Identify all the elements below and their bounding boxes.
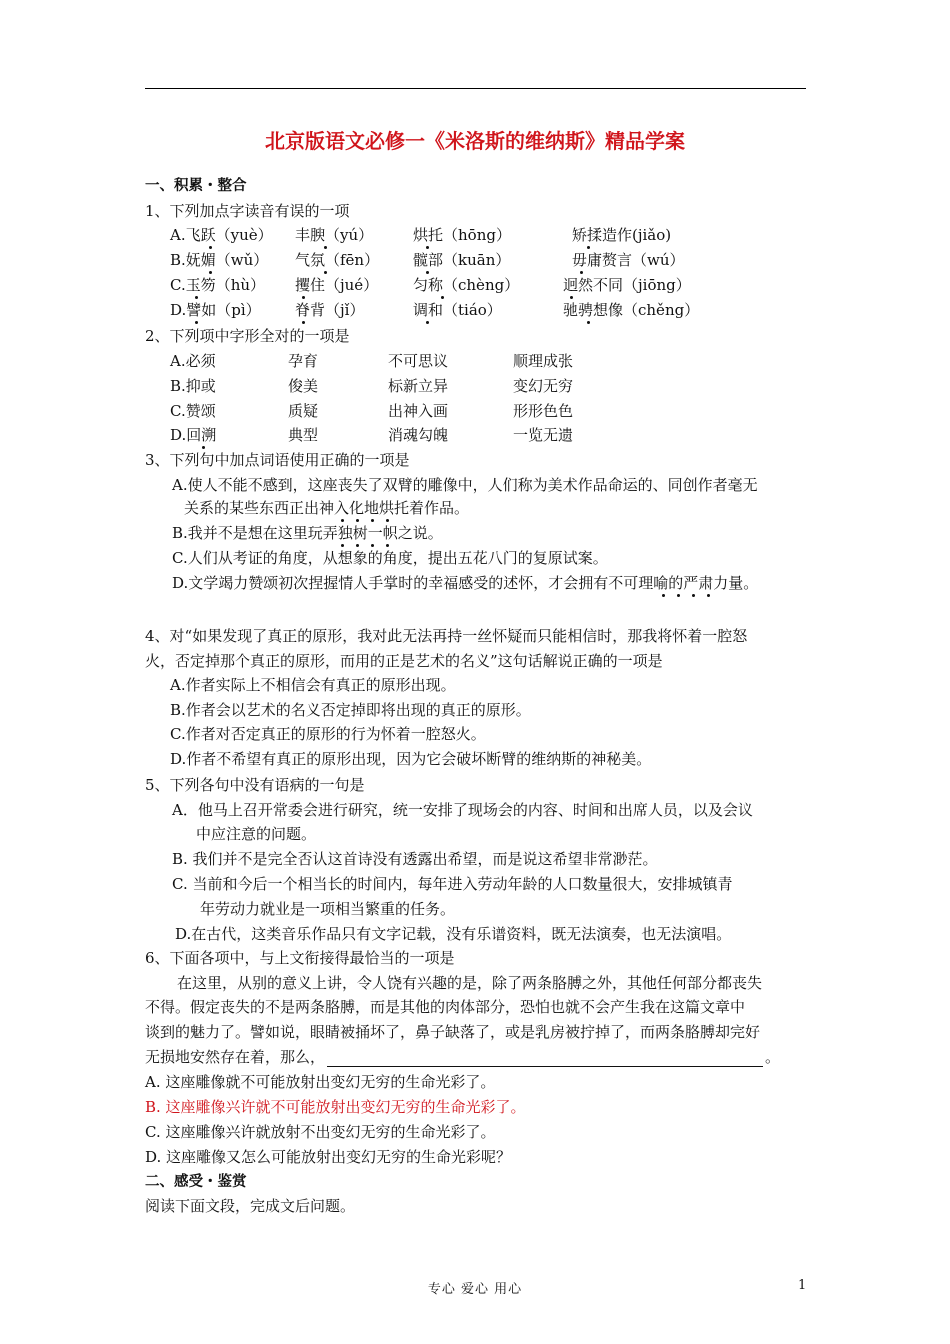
q5-option-d: D.在古代，这类音乐作品只有文字记载，没有乐谱资料，既无法演奏，也无法演唱。 [175, 925, 732, 943]
q1-option-d-2: 脊背（jǐ） [295, 301, 365, 319]
emphasis-dot [356, 519, 359, 522]
emphasis-dot [580, 271, 583, 274]
q1-option-b-3: 髋部（kuān） [413, 251, 511, 269]
q3-option-b: B.我并不是想在这里玩弄独树一帜之说。 [172, 524, 443, 542]
emphasis-dot [302, 321, 305, 324]
q1-option-d-4: 驰骋想像（chěng） [563, 301, 700, 319]
q1-option-c-3: 匀称（chèng） [413, 276, 520, 294]
q4-option-c: C.作者对否定真正的原形的行为怀着一腔怒火。 [170, 725, 486, 743]
top-rule [145, 88, 806, 89]
q2-option-b-2: 俊美 [288, 377, 319, 395]
q6-passage-text: 无损地安然存在着，那么， [145, 1048, 326, 1066]
emphasis-dot [386, 519, 389, 522]
q6-option-d: D. 这座雕像又怎么可能放射出变幻无穷的生命光彩呢？ [145, 1148, 512, 1166]
q2-option-a-3: 不可思议 [388, 352, 449, 370]
q5-option-c-line1: C. 当前和今后一个相当长的时间内，每年进入劳动年龄的人口数量很大，安排城镇青 [172, 875, 733, 893]
emphasis-dot [587, 246, 590, 249]
emphasis-dot [195, 296, 198, 299]
q6-option-a: A. 这座雕像就不可能放射出变幻无穷的生命光彩了。 [145, 1073, 496, 1091]
q2-option-c-3: 出神入画 [388, 402, 449, 420]
q2-option-b-1: B.抑或 [170, 377, 216, 395]
q3-option-d: D.文学竭力赞颂初次捏握情人手掌时的幸福感受的述怀，才会拥有不可理喻的严肃力量。 [172, 574, 759, 592]
emphasis-dot [324, 271, 327, 274]
q6-passage-line1: 在这里，从别的意义上讲，令人饶有兴趣的是，除了两条胳膊之外，其他任何部分都丧失 [177, 974, 763, 992]
q3-option-a-line2: 关系的某些东西正出神入化地烘托着作品。 [184, 499, 470, 517]
q5-option-a-line2: 中应注意的问题。 [196, 825, 317, 843]
q4-option-b: B.作者会以艺术的名义否定掉即将出现的真正的原形。 [170, 701, 531, 719]
emphasis-dot [302, 296, 305, 299]
q1-option-b-2: 气氛（fēn） [295, 251, 380, 269]
q1-option-a-4: 矫揉造作(jiǎo) [572, 226, 672, 244]
q6-option-c: C. 这座雕像兴许就放射不出变幻无穷的生命光彩了。 [145, 1123, 496, 1141]
emphasis-dot [324, 246, 327, 249]
q2-option-a-1: A.必须 [170, 352, 216, 370]
q4-option-d: D.作者不希望有真正的原形出现，因为它会破坏断臂的维纳斯的神秘美。 [170, 750, 652, 768]
q5-stem: 5、下列各句中没有语病的一句是 [145, 776, 365, 794]
emphasis-dot [692, 594, 695, 597]
q3-option-c: C.人们从考证的角度，从想象的角度，提出五花八门的复原试案。 [172, 549, 608, 567]
q2-option-b-3: 标新立异 [388, 377, 449, 395]
emphasis-dot [371, 519, 374, 522]
q5-option-c-line2: 年劳动力就业是一项相当繁重的任务。 [200, 900, 456, 918]
q1-option-d-3: 调和（tiáo） [413, 301, 502, 319]
emphasis-dot [341, 544, 344, 547]
emphasis-dot [662, 594, 665, 597]
q4-option-a: A.作者实际上不相信会有真正的原形出现。 [170, 676, 456, 694]
emphasis-dot [677, 594, 680, 597]
q6-passage-end: 。 [765, 1048, 781, 1066]
emphasis-dot [202, 446, 205, 449]
q2-option-c-2: 质疑 [288, 402, 319, 420]
emphasis-dot [195, 321, 198, 324]
q2-option-d-4: 一览无遗 [513, 426, 574, 444]
q1-option-b-4: 毋庸赘言（wú） [572, 251, 685, 269]
page-footer: 专心 爱心 用心 [427, 1282, 523, 1297]
q2-stem: 2、下列项中字形全对的一项是 [145, 327, 350, 345]
page-number: 1 [798, 1278, 807, 1293]
q5-option-b: B. 我们并不是完全否认这首诗没有透露出希望，而是说这希望非常渺茫。 [172, 850, 658, 868]
q1-option-c-1: C.玉笏（hù） [170, 276, 266, 294]
emphasis-dot [441, 296, 444, 299]
q4-stem-line2: 火，否定掉那个真正的原形，而用的正是艺术的名义”这句话解说正确的一项是 [145, 652, 663, 670]
emphasis-dot [209, 246, 212, 249]
emphasis-dot [587, 321, 590, 324]
emphasis-dot [426, 271, 429, 274]
emphasis-dot [341, 519, 344, 522]
q1-option-c-4: 迥然不同（jiōng） [563, 276, 691, 294]
reading-instruction: 阅读下面文段，完成文后问题。 [145, 1197, 356, 1215]
section-heading-1: 一、积累・整合 [145, 178, 247, 194]
q2-option-a-4: 顺理成张 [513, 352, 574, 370]
q2-option-d-2: 典型 [288, 426, 319, 444]
q3-stem: 3、下列句中加点词语使用正确的一项是 [145, 451, 410, 469]
q1-option-d-1: D.譬如（pì） [170, 301, 261, 319]
q6-stem: 6、下面各项中，与上文衔接得最恰当的一项是 [145, 949, 455, 967]
q1-option-c-2: 攫住（jué） [295, 276, 379, 294]
emphasis-dot [356, 544, 359, 547]
q2-option-d-1: D.回溯 [170, 426, 217, 444]
q1-option-b-1: B.妩媚（wǔ） [170, 251, 269, 269]
q5-option-a-line1: A．他马上召开常委会进行研究，统一安排了现场会的内容、时间和出席人员，以及会议 [172, 801, 753, 819]
q2-option-d-3: 消魂勾魄 [388, 426, 449, 444]
q1-option-a-1: A.飞跃（yuè） [170, 226, 273, 244]
emphasis-dot [371, 544, 374, 547]
answer-blank [327, 1052, 763, 1067]
emphasis-dot [209, 271, 212, 274]
q2-option-b-4: 变幻无穷 [513, 377, 574, 395]
q6-passage-line2: 不得。假定丧失的不是两条胳膊，而是其他的肉体部分，恐怕也就不会产生我在这篇文章中 [145, 998, 746, 1016]
q1-option-a-2: 丰腴（yú） [295, 226, 374, 244]
emphasis-dot [386, 544, 389, 547]
q4-stem-line1: 4、对“如果发现了真正的原形，我对此无法再持一丝怀疑而只能相信时，那我将怀着一腔怒 [145, 627, 748, 645]
q2-option-c-4: 形形色色 [513, 402, 574, 420]
q6-passage-line3: 谈到的魅力了。譬如说，眼睛被捅坏了，鼻子缺落了，或是乳房被拧掉了，而两条胳膊却完好 [145, 1023, 761, 1041]
page-title: 北京版语文必修一《米洛斯的维纳斯》精品学案 [265, 129, 685, 153]
q1-option-a-3: 烘托（hōng） [413, 226, 511, 244]
section-heading-2: 二、感受・鉴赏 [145, 1174, 247, 1190]
q2-option-a-2: 孕育 [288, 352, 319, 370]
emphasis-dot [426, 321, 429, 324]
emphasis-dot [707, 594, 710, 597]
emphasis-dot [426, 246, 429, 249]
q6-passage-line4 [145, 1047, 780, 1067]
q3-option-a-line1: A.使人不能不感到，这座丧失了双臂的雕像中，人们称为美术作品命运的、同创作者毫无 [172, 476, 758, 494]
q6-option-b-highlighted: B. 这座雕像兴许就不可能放射出变幻无穷的生命光彩了。 [145, 1098, 526, 1116]
emphasis-dot [570, 296, 573, 299]
q1-stem: 1、下列加点字读音有误的一项 [145, 202, 350, 220]
q2-option-c-1: C.赞颂 [170, 402, 216, 420]
